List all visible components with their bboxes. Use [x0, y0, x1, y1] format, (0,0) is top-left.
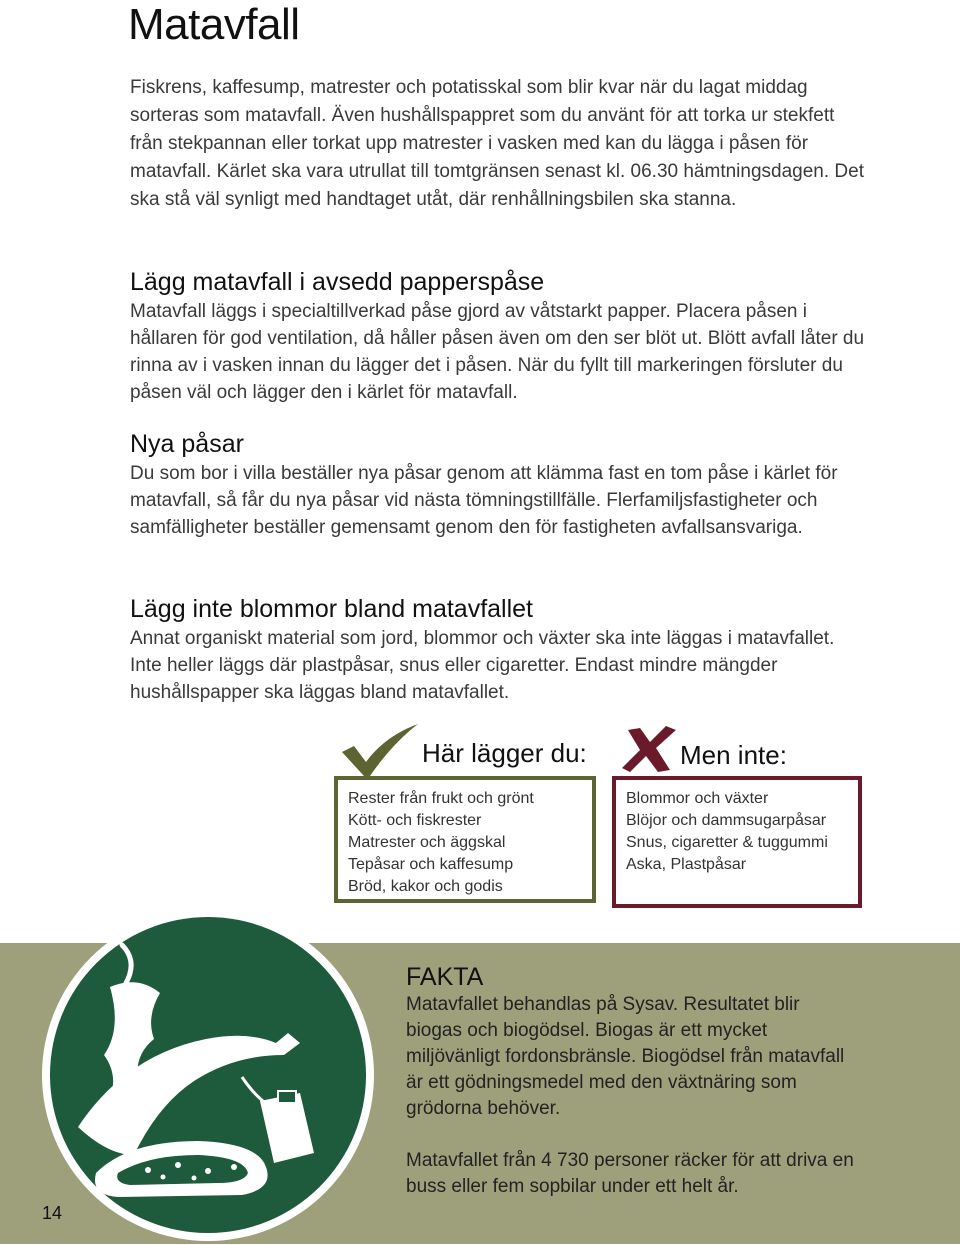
list-item: Blommor och växter: [626, 790, 769, 807]
section-no-flowers: [130, 593, 870, 706]
food-waste-badge-icon: [38, 905, 378, 1245]
section-body: Annat organiskt material som jord, blommor och växter ska inte läggas i matavfallet. Inte heller läggs där plastpåsar, snus eller cigaretter. Endast mindre mängder hushållspapper ska läggas bland matavfallet.: [130, 628, 835, 703]
list-item: Kött- och fiskrester: [348, 812, 482, 829]
fakta-heading: FAKTA: [406, 963, 484, 991]
yes-heading: Här lägger du:: [422, 738, 587, 768]
list-item: Matrester och äggskal: [348, 834, 506, 851]
checkmark-icon: [340, 722, 420, 778]
list-item: Rester från frukt och grönt: [348, 790, 534, 807]
section-new-bags: [130, 428, 870, 541]
section-body: Du som bor i villa beställer nya påsar genom att klämma fast en tom påse i kärlet för matavfall, så får du nya påsar vid nästa tömningstillfälle. Flerfamiljsfastigheter och samfälligheter beställer gemensamt genom den för fastigheten avfallsansvariga.: [130, 463, 838, 538]
list-item: Snus, cigaretter & tuggummi: [626, 834, 828, 851]
section-heading: Lägg matavfall i avsedd papperspåse: [130, 268, 545, 296]
page-number: 14: [42, 1203, 63, 1223]
no-heading: Men inte:: [680, 740, 787, 770]
fakta-box: [406, 962, 856, 1200]
forbidden-items-box: [612, 776, 862, 908]
fakta-paragraph: Matavfallet behandlas på Sysav. Resultatet blir biogas och biogödsel. Biogas är ett mycket miljövänligt fordonsbränsle. Biogödsel från matavfall är ett gödningsmedel med den växtnäring som grödorna behöver.: [406, 994, 845, 1119]
fakta-paragraph: Matavfallet från 4 730 personer räcker för att driva en buss eller fem sopbilar under ett helt år.: [406, 1150, 854, 1197]
allowed-items-box: [334, 776, 596, 903]
list-item: Aska, Plastpåsar: [626, 856, 747, 873]
list-item: Blöjor och dammsugarpåsar: [626, 812, 827, 829]
cross-icon: [620, 726, 680, 774]
list-item: Bröd, kakor och godis: [348, 878, 503, 895]
section-heading: Nya påsar: [130, 430, 244, 458]
section-body: Matavfall läggs i specialtillverkad påse gjord av våtstarkt papper. Placera påsen i hållaren för god ventilation, då håller påsen även om den ser blöt ut. Blött avfall låter du rinna av i vasken innan du lägger det i påsen. När du fyllt till markeringen försluter du påsen väl och lägger den i kärlet för matavfall.: [130, 301, 865, 403]
page-title: Matavfall: [128, 0, 300, 49]
section-paper-bag: [130, 266, 870, 406]
section-heading: Lägg inte blommor bland matavfallet: [130, 595, 534, 623]
intro-paragraph: Fiskrens, kaffesump, matrester och potatisskal som blir kvar när du lagat middag sorteras som matavfall. Även hushållspappret som du använt för att torka ur stekfett från stekpannan eller torkat upp matrester i vasken med kan du lägga i påsen för matavfall. Kärlet ska vara utrullat till tomtgränsen senast kl. 06.30 hämtningsdagen. Det ska stå väl synligt med handtaget utåt, där renhållningsbilen ska stanna.: [130, 77, 864, 210]
list-item: Tepåsar och kaffesump: [348, 856, 514, 873]
